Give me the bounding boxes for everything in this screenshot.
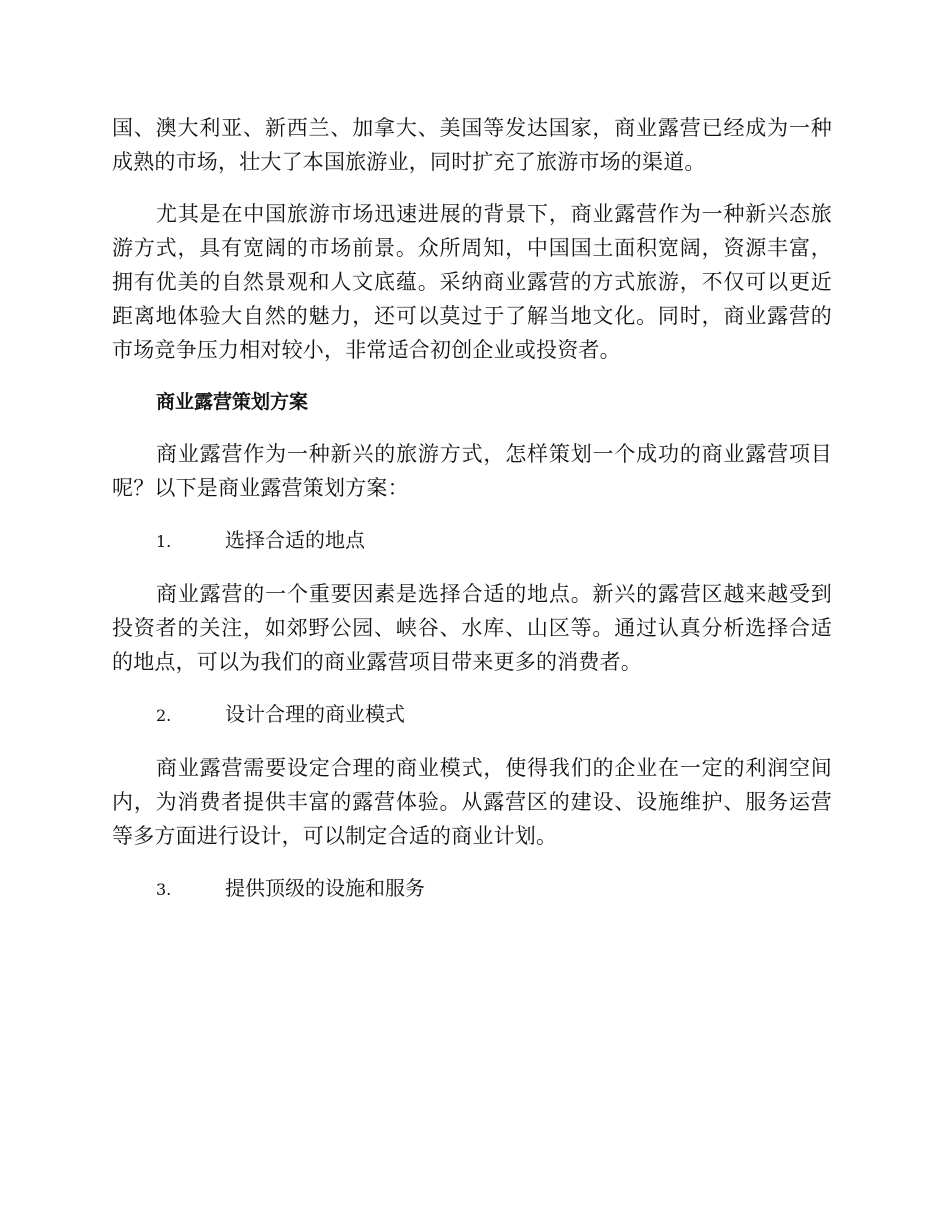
list-item-1 [112,523,832,559]
list-title: 选择合适的地点 [225,528,365,552]
paragraph-intro: 商业露营作为一种新兴的旅游方式，怎样策划一个成功的商业露营项目呢？以下是商业露营策划方案： [112,442,832,500]
paragraph-continued: 国、澳大利亚、新西兰、加拿大、美国等发达国家，商业露营已经成为一种成熟的市场，壮大了本国旅游业，同时扩充了旅游市场的渠道。 [112,116,832,174]
section-heading: 商业露营策划方案 [156,391,309,413]
list-number: 3. [156,880,172,899]
list-number: 1. [156,532,172,551]
list-title: 设计合理的商业模式 [225,702,405,726]
list-item-3 [112,871,832,907]
list-item-2 [112,697,832,733]
list-title: 提供顶级的设施和服务 [225,876,425,900]
paragraph-item-2: 商业露营需要设定合理的商业模式，使得我们的企业在一定的利润空间内，为消费者提供丰富的露营体验。从露营区的建设、设施维护、服务运营等多方面进行设计，可以制定合适的商业计划。 [112,756,832,848]
paragraph-item-1: 商业露营的一个重要因素是选择合适的地点。新兴的露营区越来越受到投资者的关注，如郊野公园、峡谷、水库、山区等。通过认真分析选择合适的地点，可以为我们的商业露营项目带来更多的消费者。 [112,582,832,674]
list-number: 2. [156,706,172,725]
paragraph-market-background: 尤其是在中国旅游市场迅速进展的背景下，商业露营作为一种新兴态旅游方式，具有宽阔的市场前景。众所周知，中国国土面积宽阔，资源丰富，拥有优美的自然景观和人文底蕴。采纳商业露营的方式旅游，不仅可以更近距离地体验大自然的魅力，还可以莫过于了解当地文化。同时，商业露营的市场竞争压力相对较小，非常适合初创企业或投资者。 [112,202,832,362]
document-page [112,111,832,925]
